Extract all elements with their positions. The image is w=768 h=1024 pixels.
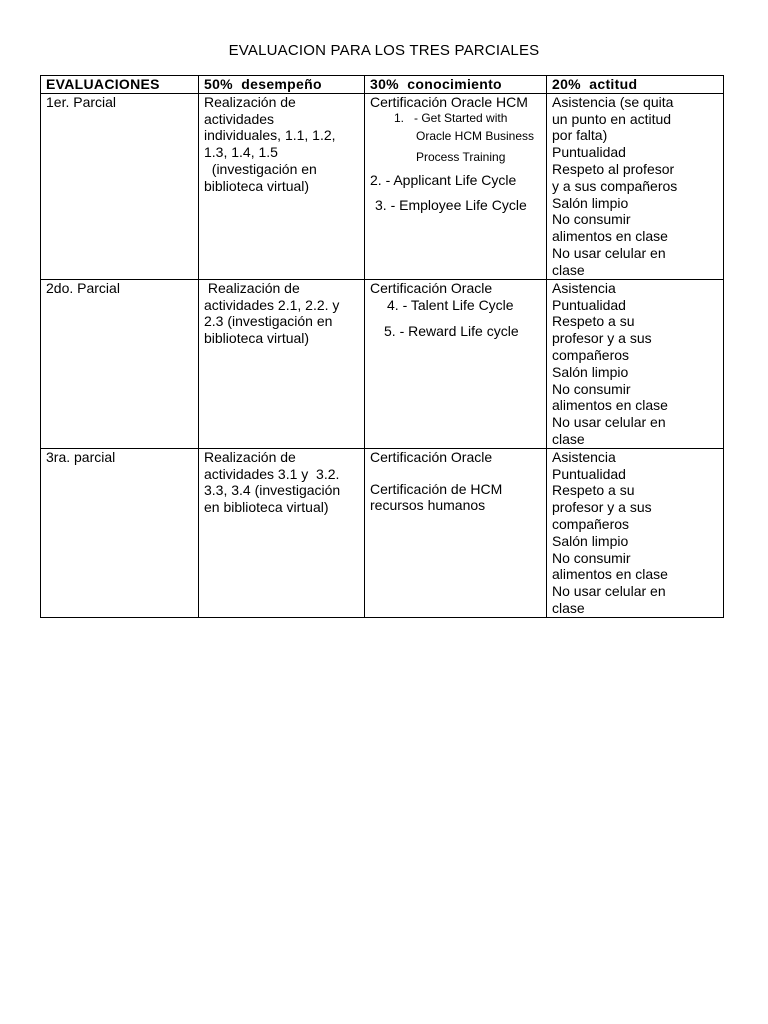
performance-line: (investigación en [204, 160, 317, 177]
spacer [370, 466, 542, 481]
attitude-line: No consumir [552, 380, 631, 397]
attitude-line: Puntualidad [552, 296, 626, 313]
attitude-line: Respeto al profesor [552, 160, 675, 177]
attitude-line: No usar celular en [552, 414, 666, 431]
knowledge-cell [365, 448, 547, 617]
attitude-line: No consumir [552, 211, 631, 228]
table-row [41, 448, 724, 617]
performance-line: actividades [204, 110, 275, 127]
attitude-line: alimentos en clase [552, 228, 668, 245]
knowledge-cell [365, 93, 547, 279]
attitude-line: Salón limpio [552, 194, 629, 211]
evaluation-cell [41, 93, 199, 279]
knowledge-intro: Certificación Oracle [370, 448, 493, 465]
knowledge-intro: Certificación Oracle [370, 279, 493, 296]
attitude-line: alimentos en clase [552, 566, 668, 583]
performance-line: actividades 2.1, 2.2. y [204, 296, 340, 313]
attitude-line: clase [552, 599, 585, 616]
attitude-line: Respeto a su [552, 482, 635, 499]
attitude-cell [547, 279, 724, 448]
attitude-cell [547, 93, 724, 279]
attitude-line: compañeros [552, 515, 630, 532]
list-item: Oracle HCM Business [416, 128, 535, 143]
attitude-line: profesor y a sus [552, 499, 652, 516]
attitude-line: No usar celular en [552, 583, 666, 600]
attitude-line: y a sus compañeros [552, 177, 678, 194]
table-row [41, 279, 724, 448]
evaluation-cell [41, 279, 199, 448]
performance-cell [199, 279, 365, 448]
attitude-line: compañeros [552, 346, 630, 363]
knowledge-step: 2. - Applicant Life Cycle [370, 171, 517, 188]
attitude-line: un punto en actitud [552, 110, 672, 127]
attitude-line: profesor y a sus [552, 330, 652, 347]
header-actitud: 20% actitud [547, 76, 724, 94]
performance-line: biblioteca virtual) [204, 330, 310, 347]
attitude-line: Puntualidad [552, 144, 626, 161]
evaluation-table [40, 75, 724, 618]
evaluation-cell [41, 448, 199, 617]
attitude-line: Asistencia [552, 448, 616, 465]
list-item: 1. - Get Started with [394, 110, 508, 125]
knowledge-step: 4. - Talent Life Cycle [387, 296, 514, 313]
knowledge-intro: Certificación Oracle HCM [370, 93, 528, 110]
header-conocimiento: 30% conocimiento [365, 76, 547, 94]
list-item: Process Training [416, 149, 506, 164]
knowledge-step: 5. - Reward Life cycle [384, 322, 519, 339]
attitude-line: Respeto a su [552, 313, 635, 330]
knowledge-line: Certificación de HCM [370, 480, 503, 497]
table-header-row [41, 76, 724, 94]
attitude-line: Salón limpio [552, 532, 629, 549]
attitude-line: Asistencia [552, 279, 616, 296]
attitude-line: clase [552, 430, 585, 447]
knowledge-cell [365, 279, 547, 448]
performance-line: 2.3 (investigación en [204, 313, 333, 330]
performance-line: Realización de [204, 448, 296, 465]
attitude-line: No usar celular en [552, 244, 666, 261]
attitude-line: No consumir [552, 549, 631, 566]
attitude-line: Asistencia (se quita [552, 93, 674, 110]
performance-cell [199, 93, 365, 279]
performance-line: 3.3, 3.4 (investigación [204, 482, 341, 499]
knowledge-line: recursos humanos [370, 497, 486, 514]
document-title: EVALUACION PARA LOS TRES PARCIALES [228, 42, 540, 59]
performance-line: actividades 3.1 y 3.2. [204, 465, 340, 482]
attitude-line: Salón limpio [552, 363, 629, 380]
attitude-line: por falta) [552, 127, 608, 144]
performance-line: Realización de [204, 93, 296, 110]
performance-line: Realización de [204, 279, 300, 296]
attitude-cell [547, 448, 724, 617]
evaluation-label: 1er. Parcial [46, 93, 117, 110]
performance-line: 1.3, 1.4, 1.5 [204, 144, 278, 161]
performance-line: biblioteca virtual) [204, 177, 310, 194]
header-evaluaciones: EVALUACIONES [41, 76, 199, 94]
knowledge-step: 3. - Employee Life Cycle [375, 196, 527, 213]
evaluation-label: 3ra. parcial [46, 448, 116, 465]
header-desempeno: 50% desempeño [199, 76, 365, 94]
performance-line: en biblioteca virtual) [204, 499, 329, 516]
table-row [41, 93, 724, 279]
knowledge-list [370, 111, 542, 168]
attitude-line: clase [552, 261, 585, 278]
performance-line: individuales, 1.1, 1.2, [204, 127, 336, 144]
attitude-line: Puntualidad [552, 465, 626, 482]
performance-cell [199, 448, 365, 617]
evaluation-label: 2do. Parcial [46, 279, 120, 296]
attitude-line: alimentos en clase [552, 397, 668, 414]
